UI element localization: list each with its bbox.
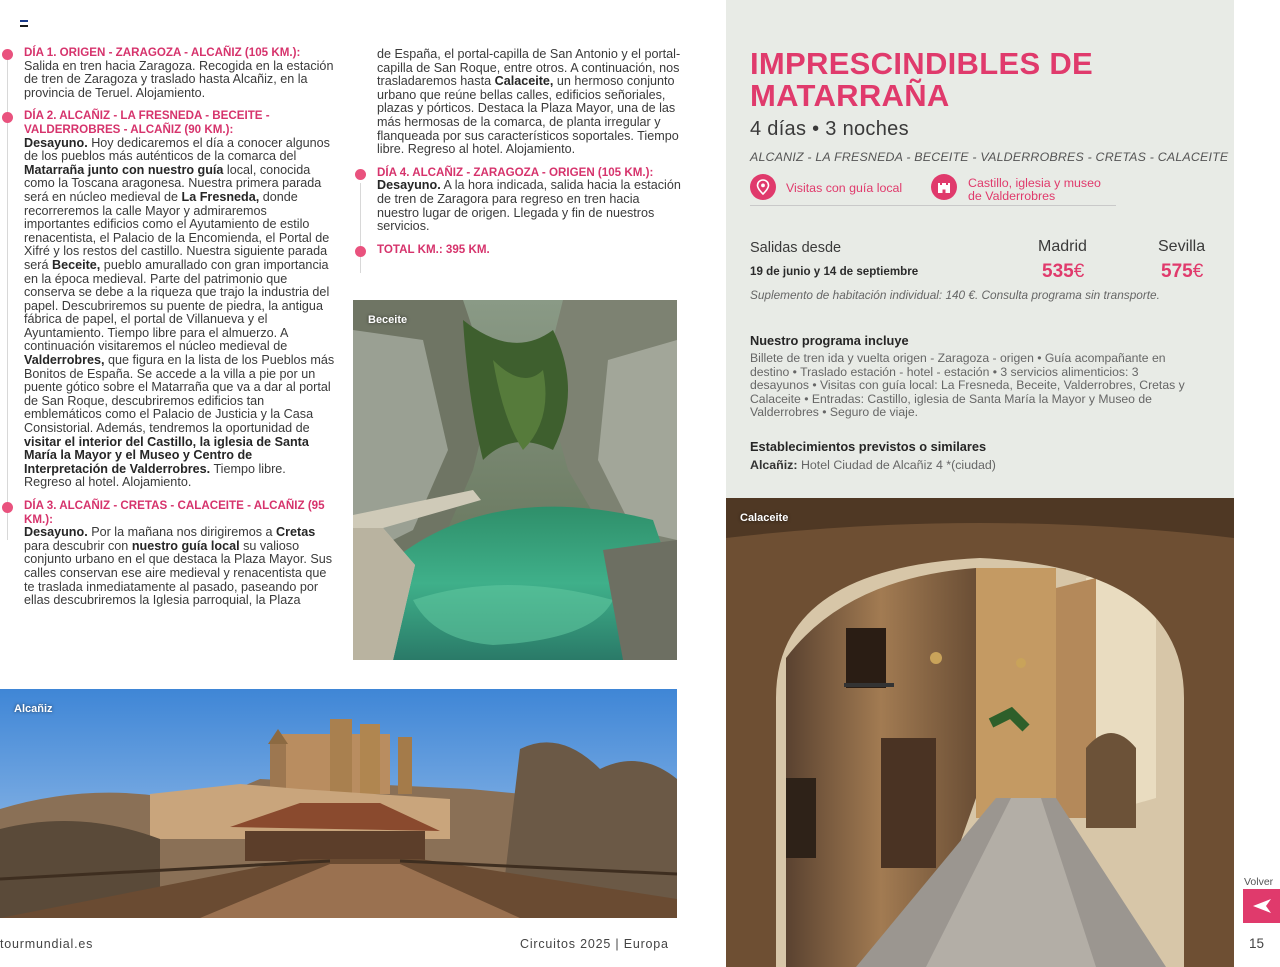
- day-2-text: Desayuno. Hoy dedicaremos el día a conocer algunos de los pueblos más auténticos de la comarca del Matarraña junto con nuestro guía local, conocida como la Toscana aragonesa. Nuestra primera parada será en núcleo medieval de La Fresneda, donde recorreremos la calle Mayor y admiraremos importantes edificios como el Ayutamiento de estilo renacentista, el Palacio de la Encomienda, el Portal de Xifré y los restos del castillo. Nuestra siguiente parada será Beceite, pueblo amurallado con gran importancia en la época medieval. Parte del patrimonio que conserva se debe a la riqueza que trajo la industria del papel. Descubriremos su puente de piedra, la antigua fábrica de papel, el portal de Villanueva y el Ayuntamiento. Tiempo libre para el almuerzo. A continuación visitaremos el núcleo medieval de Valderrobres, que figura en la lista de los Pueblos más Bonitos de España. Se accede a la villa a pie por un puente gótico sobre el Matarraña que va a dar al portal de San Roque, descubriremos edificios tan emblemáticos como el Palacio de Justicia y la Casa Consistorial. Además, tendremos la oportunidad de visitar el interior del Castillo, la iglesia de Santa María la Mayor y el Museo y Centro de Interpretación de Valderrobres. Tiempo libre. Regreso al hotel. Alojamiento.: [24, 135, 335, 490]
- photo-alcaniz: [0, 689, 677, 918]
- photo-caption-calaceite: Calaceite: [740, 512, 789, 524]
- calaceite-street-image: [726, 498, 1234, 967]
- photo-caption-alcaniz: Alcañiz: [14, 703, 53, 715]
- feature-guided-visits: Visitas con guía local: [786, 181, 903, 195]
- bullet-dot-icon: [355, 246, 366, 257]
- alcaniz-town-image: [0, 689, 677, 918]
- day-1-title: DÍA 1. ORIGEN - ZARAGOZA - ALCAÑIZ (105 KM.):: [24, 46, 301, 59]
- day-4: [352, 166, 682, 234]
- trip-title: IMPRESCINDIBLES DE MATARRAÑA: [750, 46, 1093, 113]
- bullet-dot-icon: [2, 502, 13, 513]
- day-2-title: DÍA 2. ALCAÑIZ - LA FRESNEDA - BECEITE - VALDERROBRES - ALCAÑIZ (90 KM.):: [24, 109, 270, 136]
- language-flag-icon: [20, 20, 28, 27]
- back-arrow-icon: [1251, 897, 1273, 915]
- day-4-text: Desayuno. A la hora indicada, salida hacia la estación de tren de Zaragora para regreso en tren hacia nuestro lugar de origen. Llegada y fin de nuestros servicios.: [377, 178, 681, 234]
- day-3: [0, 499, 335, 608]
- city-madrid: Madrid: [1038, 238, 1087, 255]
- day-4-title: DÍA 4. ALCAÑIZ - ZARAGOZA - ORIGEN (105 KM.):: [377, 165, 654, 179]
- bullet-dot-icon: [2, 49, 13, 60]
- day-3-continued: [352, 48, 682, 157]
- back-label[interactable]: Volver: [1244, 876, 1274, 888]
- back-button[interactable]: [1243, 889, 1280, 923]
- beceite-gorge-image: [353, 300, 677, 660]
- includes-text: Billete de tren ida y vuelta origen - Zaragoza - origen • Guía acompañante en destino • Traslado estación - hotel - estación • 3 servicios alimenticios: 3 desayunos • Visitas con guía local: La Fresneda, Beceite, Valderrobres, Cretas y Calaceite • Entradas: Castillo, iglesia de Santa María la Mayor y Museo de Valderrobres • Seguro de viaje.: [750, 351, 1185, 420]
- departure-dates: 19 de junio y 14 de septiembre: [750, 265, 919, 278]
- city-sevilla: Sevilla: [1158, 238, 1206, 255]
- bullet-dot-icon: [355, 169, 366, 180]
- itinerary-column-right: [352, 48, 682, 256]
- day-1: [0, 46, 335, 100]
- castle-icon: [931, 174, 957, 200]
- footer-catalog: Circuitos 2025 | Europa: [520, 937, 669, 951]
- supplement-note: Suplemento de habitación individual: 140 €. Consulta programa sin transporte.: [750, 288, 1160, 302]
- day-3-text: Desayuno. Por la mañana nos dirigiremos a Cretas para descubrir con nuestro guía local su valioso conjunto urbano en el que destaca la Plaza Mayor. Sus calles conservan ese aire medieval y renacentista que te traslada inmediatamente al pasado, paseando por ellas descubriremos la Iglesia parroquial, la Plaza: [24, 525, 333, 608]
- price-sevilla: 575€: [1161, 261, 1204, 282]
- includes-heading: Nuestro programa incluye: [750, 333, 909, 348]
- itinerary-column-left: [0, 46, 335, 608]
- departures-label: Salidas desde: [750, 240, 842, 256]
- photo-beceite: [353, 300, 677, 660]
- trip-info-panel: [726, 0, 1234, 498]
- photo-caption-beceite: Beceite: [368, 314, 408, 326]
- hotels-heading: Establecimientos previstos o similares: [750, 439, 987, 454]
- footer-website[interactable]: tourmundial.es: [0, 937, 94, 951]
- price-madrid: 535€: [1042, 261, 1085, 282]
- day-1-text: Salida en tren hacia Zaragoza. Recogida en la estación de tren de Zaragoza y traslado hasta Alcañiz, en la provincia de Teruel. Alojamiento.: [24, 58, 334, 100]
- trip-duration: 4 días • 3 noches: [750, 118, 909, 140]
- day-2: [0, 109, 335, 490]
- feature-castle-museum: Castillo, iglesia y museo de Valderrobres: [968, 176, 1101, 203]
- total-km: TOTAL KM.: 395 KM.: [352, 243, 682, 257]
- bullet-dot-icon: [2, 112, 13, 123]
- photo-calaceite: [726, 498, 1234, 967]
- page-number: 15: [1249, 936, 1265, 951]
- hotel-entry: Alcañiz: Hotel Ciudad de Alcañiz 4 *(ciudad): [750, 458, 996, 472]
- divider: [750, 205, 1116, 206]
- location-pin-icon: [750, 174, 776, 200]
- day-3-title: DÍA 3. ALCAÑIZ - CRETAS - CALACEITE - ALCAÑIZ (95 KM.):: [24, 499, 325, 526]
- day-3-continued-text: de España, el portal-capilla de San Antonio y el portal-capilla de San Roque, entre otros. A continuación, nos trasladaremos hasta Calaceite, un hermoso conjunto urbano que reúne bellas calles, edificios señoriales, plazas y pórticos. Destaca la Plaza Mayor, una de las más hermosas de la comarca, de planta irregular y flanqueada por sus característicos soportales. Tiempo libre. Regreso al hotel. Alojamiento.: [377, 47, 681, 157]
- trip-route: ALCANIZ - LA FRESNEDA - BECEITE - VALDERROBRES - CRETAS - CALACEITE: [750, 150, 1229, 164]
